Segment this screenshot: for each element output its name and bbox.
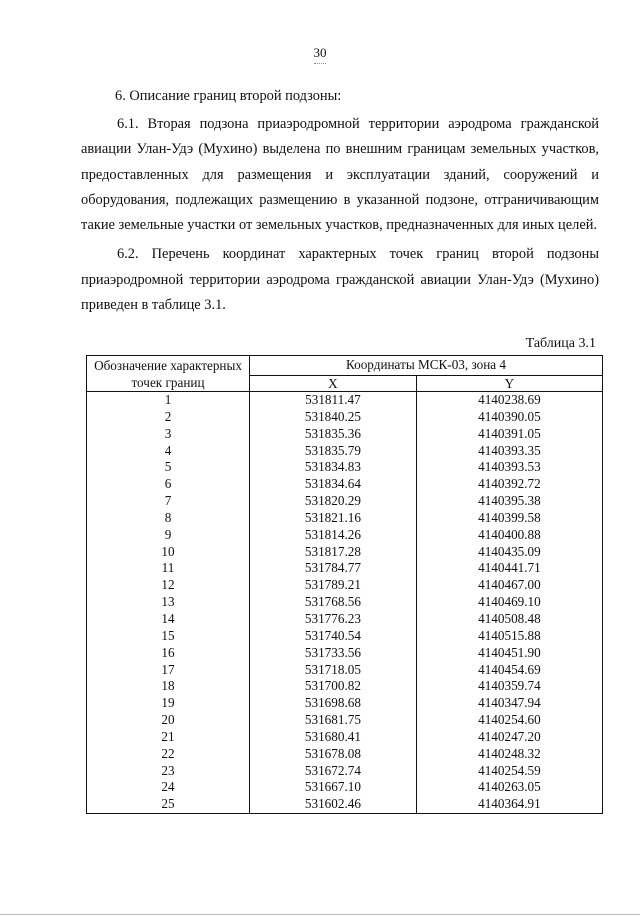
y-coordinate-cell: 4140395.38 <box>416 493 602 510</box>
y-coordinate-cell: 4140392.72 <box>416 476 602 493</box>
point-number-cell: 7 <box>87 493 250 510</box>
x-coordinate-cell: 531814.26 <box>250 527 417 544</box>
table-body <box>87 392 603 814</box>
point-number-cell: 5 <box>87 459 250 476</box>
y-coordinate-cell: 4140400.88 <box>416 527 602 544</box>
y-coordinate-cell: 4140508.48 <box>416 611 602 628</box>
y-coordinate-cell: 4140515.88 <box>416 628 602 645</box>
x-coordinate-cell: 531834.64 <box>250 476 417 493</box>
x-coordinate-cell: 531835.79 <box>250 443 417 460</box>
table-row <box>87 510 603 527</box>
point-number-cell: 20 <box>87 712 250 729</box>
x-coordinate-cell: 531740.54 <box>250 628 417 645</box>
point-number-cell: 3 <box>87 426 250 443</box>
x-coordinate-cell: 531784.77 <box>250 560 417 577</box>
y-coordinate-cell: 4140435.09 <box>416 544 602 561</box>
x-coordinate-cell: 531718.05 <box>250 662 417 679</box>
point-number-cell: 23 <box>87 763 250 780</box>
header-point-designation: Обозначение характерных точек границ <box>87 356 250 392</box>
point-number-cell: 19 <box>87 695 250 712</box>
table-row <box>87 763 603 780</box>
y-coordinate-cell: 4140254.59 <box>416 763 602 780</box>
y-coordinate-cell: 4140347.94 <box>416 695 602 712</box>
table-row <box>87 527 603 544</box>
page-bottom-edge <box>0 914 640 915</box>
header-y: Y <box>416 375 602 391</box>
table-row <box>87 645 603 662</box>
document-body <box>81 84 599 318</box>
y-coordinate-cell: 4140399.58 <box>416 510 602 527</box>
x-coordinate-cell: 531698.68 <box>250 695 417 712</box>
x-coordinate-cell: 531602.46 <box>250 796 417 813</box>
point-number-cell: 22 <box>87 746 250 763</box>
point-number-cell: 18 <box>87 678 250 695</box>
x-coordinate-cell: 531672.74 <box>250 763 417 780</box>
x-coordinate-cell: 531834.83 <box>250 459 417 476</box>
table-row <box>87 611 603 628</box>
table-row <box>87 729 603 746</box>
point-number-cell: 17 <box>87 662 250 679</box>
table-row <box>87 459 603 476</box>
point-number-cell: 10 <box>87 544 250 561</box>
x-coordinate-cell: 531680.41 <box>250 729 417 746</box>
x-coordinate-cell: 531840.25 <box>250 409 417 426</box>
table-row <box>87 392 603 409</box>
point-number-cell: 25 <box>87 796 250 813</box>
table-row <box>87 678 603 695</box>
y-coordinate-cell: 4140467.00 <box>416 577 602 594</box>
header-coordinates: Координаты МСК-03, зона 4 <box>250 356 603 376</box>
y-coordinate-cell: 4140393.53 <box>416 459 602 476</box>
point-number-cell: 9 <box>87 527 250 544</box>
x-coordinate-cell: 531681.75 <box>250 712 417 729</box>
point-number-cell: 12 <box>87 577 250 594</box>
point-number-cell: 15 <box>87 628 250 645</box>
x-coordinate-cell: 531821.16 <box>250 510 417 527</box>
table-row <box>87 426 603 443</box>
x-coordinate-cell: 531678.08 <box>250 746 417 763</box>
header-x: X <box>250 375 417 391</box>
table-row <box>87 796 603 813</box>
table-row <box>87 779 603 796</box>
table-row <box>87 443 603 460</box>
x-coordinate-cell: 531768.56 <box>250 594 417 611</box>
table-row <box>87 476 603 493</box>
y-coordinate-cell: 4140247.20 <box>416 729 602 746</box>
point-number-cell: 8 <box>87 510 250 527</box>
point-number-cell: 14 <box>87 611 250 628</box>
x-coordinate-cell: 531835.36 <box>250 426 417 443</box>
y-coordinate-cell: 4140254.60 <box>416 712 602 729</box>
point-number-cell: 24 <box>87 779 250 796</box>
y-coordinate-cell: 4140238.69 <box>416 392 602 409</box>
point-number-cell: 21 <box>87 729 250 746</box>
point-number-cell: 6 <box>87 476 250 493</box>
y-coordinate-cell: 4140359.74 <box>416 678 602 695</box>
point-number-cell: 11 <box>87 560 250 577</box>
x-coordinate-cell: 531811.47 <box>250 392 417 409</box>
y-coordinate-cell: 4140390.05 <box>416 409 602 426</box>
point-number-cell: 2 <box>87 409 250 426</box>
table-row <box>87 409 603 426</box>
y-coordinate-cell: 4140263.05 <box>416 779 602 796</box>
point-number-cell: 13 <box>87 594 250 611</box>
x-coordinate-cell: 531789.21 <box>250 577 417 594</box>
x-coordinate-cell: 531817.28 <box>250 544 417 561</box>
point-number-cell: 16 <box>87 645 250 662</box>
y-coordinate-cell: 4140364.91 <box>416 796 602 813</box>
table-row <box>87 662 603 679</box>
y-coordinate-cell: 4140451.90 <box>416 645 602 662</box>
table-row <box>87 695 603 712</box>
table-row <box>87 493 603 510</box>
table-row <box>87 544 603 561</box>
section-heading: 6. Описание границ второй подзоны: <box>115 88 342 104</box>
table-row <box>87 594 603 611</box>
x-coordinate-cell: 531733.56 <box>250 645 417 662</box>
y-coordinate-cell: 4140248.32 <box>416 746 602 763</box>
y-coordinate-cell: 4140393.35 <box>416 443 602 460</box>
point-number-cell: 4 <box>87 443 250 460</box>
x-coordinate-cell: 531700.82 <box>250 678 417 695</box>
table-row <box>87 577 603 594</box>
x-coordinate-cell: 531820.29 <box>250 493 417 510</box>
y-coordinate-cell: 4140391.05 <box>416 426 602 443</box>
table-row <box>87 628 603 645</box>
paragraph-6-2: 6.2. Перечень координат характерных точек границ второй подзоны приаэродромной территории аэродрома гражданской авиации Улан-Удэ (Мухино) приведен в таблице 3.1. <box>81 246 599 314</box>
table-row <box>87 746 603 763</box>
page-number: 30 <box>0 45 640 64</box>
table-row <box>87 712 603 729</box>
paragraph-6-1: 6.1. Вторая подзона приаэродромной территории аэродрома гражданской авиации Улан-Удэ (Мухино) выделена по внешним границам земельных участков, предоставленных для размещения и эксплуатации зданий, сооружений и оборудования, подлежащих размещению в указанной подзоне, отграничивающим такие земельные участки от земельных участков, предназначенных для иных целей. <box>81 116 599 234</box>
x-coordinate-cell: 531776.23 <box>250 611 417 628</box>
y-coordinate-cell: 4140469.10 <box>416 594 602 611</box>
y-coordinate-cell: 4140441.71 <box>416 560 602 577</box>
table-caption: Таблица 3.1 <box>525 336 596 351</box>
point-number-cell: 1 <box>87 392 250 409</box>
x-coordinate-cell: 531667.10 <box>250 779 417 796</box>
y-coordinate-cell: 4140454.69 <box>416 662 602 679</box>
table-row <box>87 560 603 577</box>
coordinates-table <box>86 355 603 814</box>
